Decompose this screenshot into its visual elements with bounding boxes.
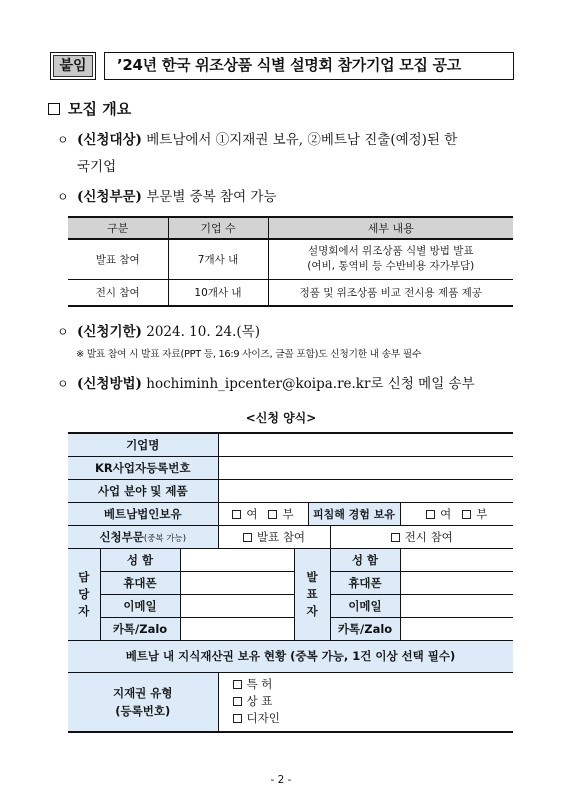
- col-header-detail: 세부 내용: [268, 217, 513, 239]
- section-heading: [48, 98, 131, 119]
- col-header-count: 기업 수: [168, 217, 268, 239]
- contact-char: 자: [78, 603, 90, 618]
- apply-dept-note: (중복 가능): [143, 533, 187, 544]
- target-label: (신청대상): [77, 132, 142, 148]
- checkbox-trademark[interactable]: [233, 697, 242, 706]
- form-row-biz-field: [68, 479, 513, 502]
- apply-dept-text: 신청부문: [99, 529, 144, 544]
- option-exhibit: [330, 525, 513, 548]
- design-label: 디자인: [246, 711, 280, 726]
- checkbox-damage-yes[interactable]: [426, 510, 435, 519]
- cell-count: 10개사 내: [168, 279, 268, 306]
- table-row: [68, 279, 513, 306]
- input-presenter-phone[interactable]: [400, 571, 513, 594]
- vn-corp-options: [218, 502, 308, 525]
- input-biz-field[interactable]: [218, 479, 513, 502]
- label-vn-corp: 베트남법인보유: [68, 502, 218, 525]
- damage-options: [400, 502, 513, 525]
- input-presenter-kakao[interactable]: [400, 617, 513, 640]
- item-deadline: [57, 320, 260, 344]
- contact-char: 당: [78, 586, 90, 601]
- form-row-phone: [68, 571, 513, 594]
- square-bullet-icon: [48, 103, 60, 115]
- method-label: (신청방법): [77, 376, 142, 392]
- circle-bullet-icon: ㅇ: [57, 190, 69, 204]
- label-kr-biz-no: KR사업자등록번호: [68, 456, 218, 479]
- ip-option-patent: [233, 676, 514, 693]
- cell-count: 7개사 내: [168, 239, 268, 279]
- label-presenter-kakao: 카톡/Zalo: [330, 617, 400, 640]
- label-contact-name: 성 함: [100, 548, 180, 571]
- presenter-char: 자: [306, 603, 318, 618]
- input-company-name[interactable]: [218, 433, 513, 456]
- label-ip-type: [68, 672, 218, 732]
- label-company-name: 기업명: [68, 433, 218, 456]
- form-row-kakao: [68, 617, 513, 640]
- form-row-apply-dept: [68, 525, 513, 548]
- input-contact-phone[interactable]: [180, 571, 294, 594]
- circle-bullet-icon: ㅇ: [57, 377, 69, 391]
- option-yes-label: 여: [440, 506, 452, 521]
- label-presenter-name: 성 함: [330, 548, 400, 571]
- option-yes-label: 여: [246, 506, 258, 521]
- ip-type-note: (등록번호): [115, 703, 171, 718]
- input-contact-kakao[interactable]: [180, 617, 294, 640]
- input-contact-email[interactable]: [180, 594, 294, 617]
- form-row-vn-corp: [68, 502, 513, 525]
- deadline-label: (신청기한): [77, 324, 142, 340]
- item-method: [57, 372, 475, 396]
- application-form-table: [68, 432, 513, 733]
- item-dept: [57, 185, 277, 209]
- item-target: [57, 128, 457, 152]
- option-present: [218, 525, 330, 548]
- form-row-ip-type: [68, 672, 513, 732]
- deadline-note: ※ 발표 참여 시 발표 자료(PPT 등, 16:9 사이즈, 글꼴 포함)도 신청기한 내 송부 필수: [76, 349, 422, 360]
- input-presenter-name[interactable]: [400, 548, 513, 571]
- form-row-name: [68, 548, 513, 571]
- label-ip-status: 베트남 내 지식재산권 보유 현황 (중복 가능, 1건 이상 선택 필수): [68, 640, 513, 672]
- deadline-text: 2024. 10. 24.(목): [141, 324, 260, 340]
- form-row-company: [68, 433, 513, 456]
- attachment-badge: [50, 52, 96, 80]
- ip-option-design: [233, 710, 514, 727]
- cell-detail: 정품 및 위조상품 비교 전시용 제품 제공: [268, 279, 513, 306]
- dept-text: 부문별 중복 참여 가능: [141, 189, 277, 205]
- dept-table: [68, 216, 513, 307]
- dept-table-header: [68, 217, 513, 239]
- checkbox-patent[interactable]: [233, 680, 242, 689]
- label-contact-person: [68, 548, 100, 640]
- ip-type-text: 지재권 유형: [112, 685, 173, 700]
- title-row: [50, 52, 514, 80]
- label-contact-email: 이메일: [100, 594, 180, 617]
- patent-label: 특 허: [246, 677, 273, 692]
- input-contact-name[interactable]: [180, 548, 294, 571]
- page-number: - 2 -: [270, 774, 292, 786]
- target-text: 베트남에서 ①지재권 보유, ②베트남 진출(예정)된 한: [141, 132, 458, 148]
- form-row-email: [68, 594, 513, 617]
- checkbox-exhibit[interactable]: [391, 533, 400, 542]
- form-row-ip-status: [68, 640, 513, 672]
- label-biz-field: 사업 분야 및 제품: [68, 479, 218, 502]
- exhibit-label: 전시 참여: [404, 529, 453, 544]
- page-title: ’24년 한국 위조상품 식별 설명회 참가기업 모집 공고: [104, 52, 514, 80]
- ip-option-trademark: [233, 693, 514, 710]
- label-contact-kakao: 카톡/Zalo: [100, 617, 180, 640]
- attachment-label: 붙임: [53, 55, 93, 77]
- input-presenter-email[interactable]: [400, 594, 513, 617]
- label-damage: 피침해 경험 보유: [308, 502, 400, 525]
- col-header-type: 구분: [68, 217, 168, 239]
- checkbox-vn-corp-no[interactable]: [268, 510, 277, 519]
- presenter-char: 표: [306, 586, 318, 601]
- cell-type: 발표 참여: [68, 239, 168, 279]
- label-presenter-email: 이메일: [330, 594, 400, 617]
- checkbox-damage-no[interactable]: [462, 510, 471, 519]
- label-apply-dept: [68, 525, 218, 548]
- presenter-char: 발: [306, 569, 318, 584]
- present-label: 발표 참여: [256, 529, 306, 544]
- option-no-label: 부: [476, 506, 488, 521]
- circle-bullet-icon: ㅇ: [57, 325, 69, 339]
- ip-type-options: [218, 672, 513, 732]
- contact-char: 담: [78, 569, 90, 584]
- cell-detail: [268, 239, 513, 279]
- cell-type: 전시 참여: [68, 279, 168, 306]
- detail-line: (여비, 통역비 등 수반비용 자가부담): [307, 260, 475, 273]
- detail-line: 설명회에서 위조상품 식별 방법 발표: [308, 245, 474, 258]
- label-presenter: [294, 548, 330, 640]
- form-caption: <신청 양식>: [245, 411, 317, 425]
- option-no-label: 부: [282, 506, 294, 521]
- contact-email-link[interactable]: hochiminh_ipcenter@koipa.re.kr: [141, 376, 371, 392]
- target-text-cont: 국기업: [77, 159, 117, 175]
- checkbox-present[interactable]: [243, 533, 252, 542]
- form-row-kr-biz: [68, 456, 513, 479]
- checkbox-vn-corp-yes[interactable]: [232, 510, 241, 519]
- checkbox-design[interactable]: [233, 714, 242, 723]
- dept-label: (신청부문): [77, 189, 142, 205]
- label-presenter-phone: 휴대폰: [330, 571, 400, 594]
- input-kr-biz-no[interactable]: [218, 456, 513, 479]
- trademark-label: 상 표: [246, 694, 273, 709]
- section-title: 모집 개요: [68, 100, 132, 118]
- table-row: [68, 239, 513, 279]
- label-contact-phone: 휴대폰: [100, 571, 180, 594]
- method-text: 로 신청 메일 송부: [370, 376, 475, 392]
- circle-bullet-icon: ㅇ: [57, 133, 69, 147]
